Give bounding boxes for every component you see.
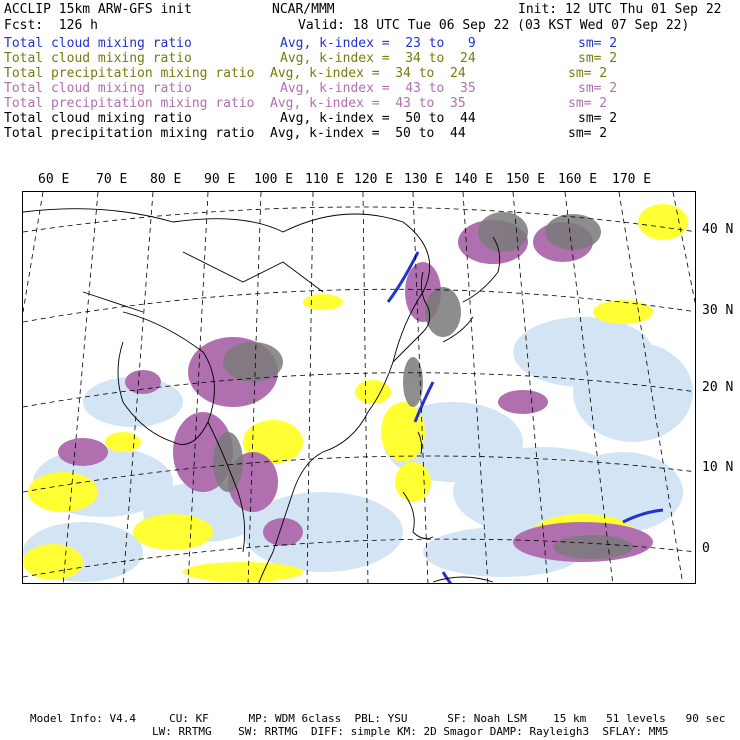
lon-label: 120 E (354, 172, 394, 187)
map-panel (22, 191, 696, 584)
model-info-line2: LW: RRTMG SW: RRTMG DIFF: simple KM: 2D Smagor DAMP: Rayleigh3 SFLAY: MM5 (152, 725, 669, 738)
legend-row-avg: Avg, k-index = 50 to 44 (280, 111, 476, 126)
legend-row-avg: Avg, k-index = 50 to 44 (270, 126, 466, 141)
lon-label: 140 E (454, 172, 494, 187)
legend-row-field: Total cloud mixing ratio (4, 111, 192, 126)
init-time: Init: 12 UTC Thu 01 Sep 22 (518, 2, 722, 17)
legend-row-avg: Avg, k-index = 23 to 9 (280, 36, 476, 51)
lat-label: 10 N (702, 460, 734, 475)
lon-label: 80 E (150, 172, 182, 187)
lat-label: 30 N (702, 303, 734, 318)
center-label: NCAR/MMM (272, 2, 335, 17)
lat-label: 40 N (702, 222, 734, 237)
legend-row-field: Total precipitation mixing ratio (4, 96, 255, 111)
legend-row-avg: Avg, k-index = 43 to 35 (280, 81, 476, 96)
lon-label: 150 E (506, 172, 546, 187)
legend-row-sm: sm= 2 (578, 81, 618, 96)
lon-label: 110 E (305, 172, 345, 187)
legend-row-field: Total precipitation mixing ratio (4, 66, 255, 81)
lat-label: 20 N (702, 380, 734, 395)
lon-label: 70 E (96, 172, 128, 187)
lon-label: 90 E (204, 172, 236, 187)
lon-label: 170 E (612, 172, 652, 187)
legend-row-avg: Avg, k-index = 34 to 24 (270, 66, 466, 81)
legend-row-sm: sm= 2 (578, 36, 618, 51)
legend-row-sm: sm= 2 (568, 96, 608, 111)
legend-row-sm: sm= 2 (578, 111, 618, 126)
model-info-line1: Model Info: V4.4 CU: KF MP: WDM 6class PBL: YSU SF: Noah LSM 15 km 51 levels 90 sec (30, 712, 726, 725)
legend-row-sm: sm= 2 (568, 66, 608, 81)
lat-label: 0 (702, 541, 710, 556)
legend-row-sm: sm= 2 (578, 51, 618, 66)
legend-row-sm: sm= 2 (568, 126, 608, 141)
model-title: ACCLIP 15km ARW-GFS init (4, 2, 192, 17)
lon-label: 160 E (558, 172, 598, 187)
valid-time: Valid: 18 UTC Tue 06 Sep 22 (03 KST Wed 07 Sep 22) (298, 18, 690, 33)
legend-row-avg: Avg, k-index = 43 to 35 (270, 96, 466, 111)
forecast-hour: Fcst: 126 h (4, 18, 98, 33)
legend-row-field: Total precipitation mixing ratio (4, 126, 255, 141)
lon-label: 100 E (254, 172, 294, 187)
legend-row-avg: Avg, k-index = 34 to 24 (280, 51, 476, 66)
lon-label: 60 E (38, 172, 70, 187)
lon-label: 130 E (404, 172, 444, 187)
legend-row-field: Total cloud mixing ratio (4, 81, 192, 96)
legend-row-field: Total cloud mixing ratio (4, 51, 192, 66)
legend-row-field: Total cloud mixing ratio (4, 36, 192, 51)
map-canvas (23, 192, 696, 584)
